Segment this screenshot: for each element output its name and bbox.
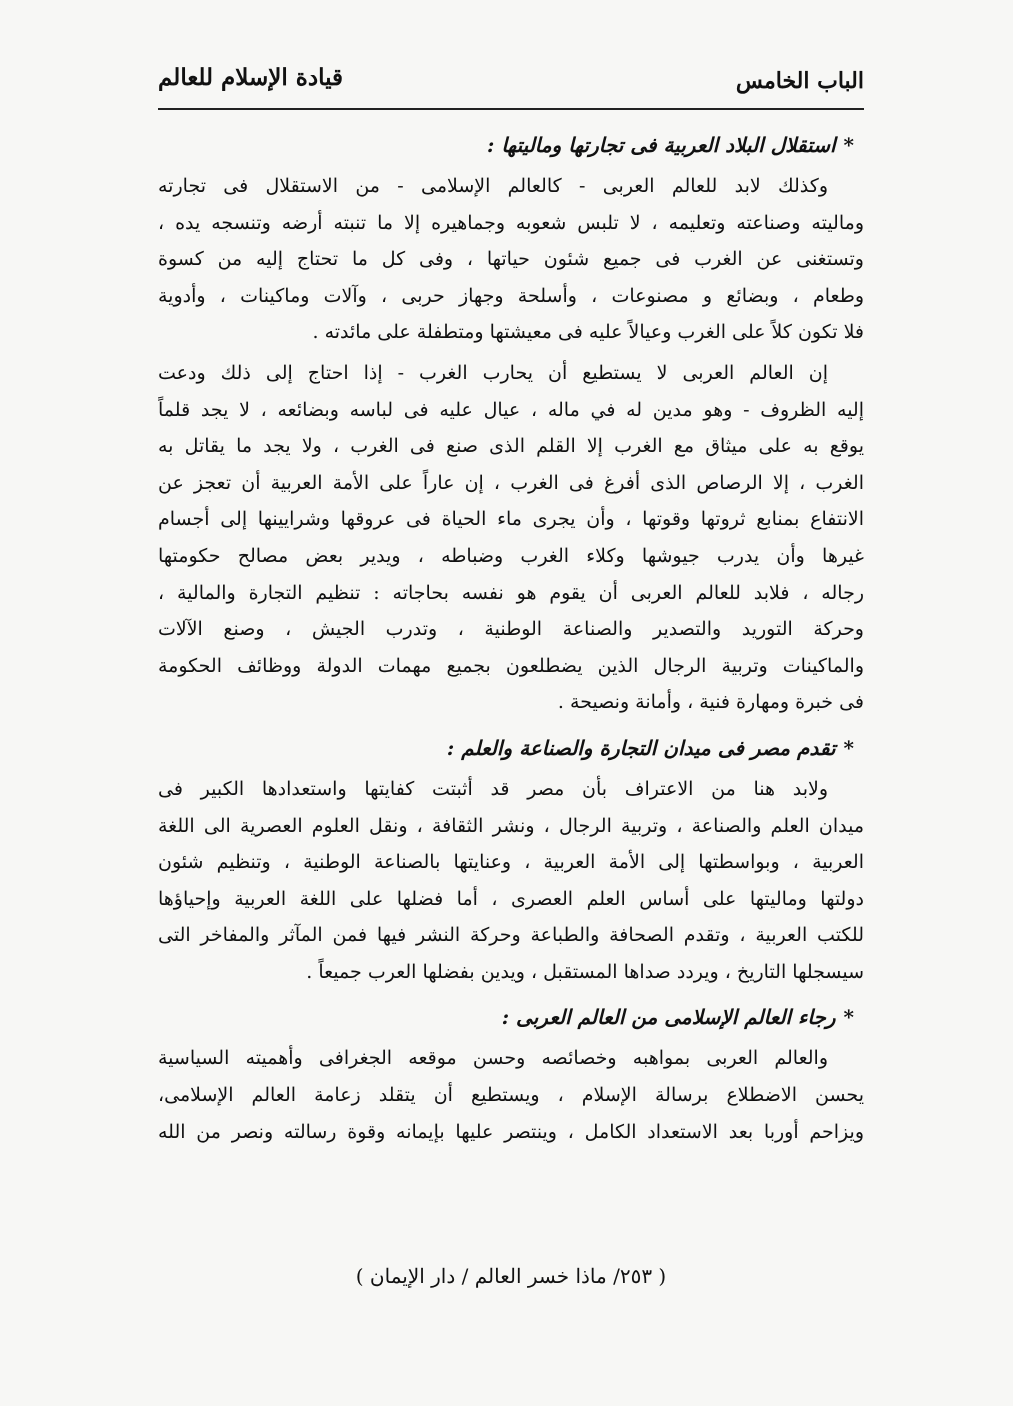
section-heading: *تقدم مصر فى ميدان التجارة والصناعة والعلم :	[446, 735, 854, 760]
text-line: وحركة التوريد والتصدير والصناعة الوطنية ، وتدرب الجيش ، وصنع الآلات	[158, 618, 864, 641]
running-title: قيادة الإسلام للعالم	[158, 64, 344, 91]
bullet-icon: *	[843, 133, 854, 157]
section-heading: *استقلال البلاد العربية فى تجارتها وماليتها :	[486, 133, 854, 157]
paragraph	[158, 771, 864, 991]
text-line: الغرب ، إلا الرصاص الذى أفرغ فى الغرب ، إن عاراً على الأمة العربية أن تعجز عن	[158, 471, 864, 494]
bullet-icon: *	[843, 1005, 854, 1030]
page-body	[158, 122, 864, 1154]
text-line: غيرها وأن يدرب جيوشها وكلاء الغرب وضباطه ، ويدير بعض مصالح حكومتها	[158, 544, 864, 567]
text-line: إن العالم العربى لا يستطيع أن يحارب الغرب - إذا احتاج إلى ذلك ودعت	[158, 361, 828, 384]
text-line: ولابد هنا من الاعتراف بأن مصر قد أثبتت كفايتها واستعدادها الكبير فى	[158, 777, 828, 800]
text-line: يحسن الاضطلاع برسالة الإسلام ، ويستطيع أن يتقلد زعامة العالم الإسلامى،	[158, 1084, 864, 1107]
text-line: للكتب العربية ، وتقدم الصحافة والطباعة وحركة النشر فيها فمن المآثر والمفاخر التى	[158, 924, 864, 947]
text-line: وطعام ، وبضائع و مصنوعات ، وأسلحة وجهاز حربى ، وآلات وماكينات ، وأدوية	[158, 284, 864, 307]
page-footer: ( ٢٥٣/ ماذا خسر العالم / دار الإيمان )	[355, 1264, 667, 1288]
text-line: وكذلك لابد للعالم العربى - كالعالم الإسلامى - من الاستقلال فى تجارته	[158, 175, 828, 197]
text-line: إليه الظروف - وهو مدين له في ماله ، عيال عليه فى لباسه وبضائعه ، لا يجد قلماً	[158, 398, 864, 421]
text-line: رجاله ، فلابد للعالم العربى أن يقوم هو نفسه بحاجاته : تنظيم التجارة والمالية ،	[158, 581, 864, 604]
header-divider	[158, 108, 864, 110]
text-line: والعالم العربى بمواهبه وخصائصه وحسن موقعه الجغرافى وأهميته السياسية	[158, 1047, 828, 1070]
running-header	[158, 62, 864, 102]
text-line: سيسجلها التاريخ ، ويردد صداها المستقبل ، ويدين بفضلها العرب جميعاً .	[306, 960, 864, 983]
bullet-icon: *	[843, 735, 854, 760]
chapter-label: الباب الخامس	[735, 68, 864, 94]
text-line: ميدان العلم والصناعة ، وتربية الرجال ، ونشر الثقافة ، ونقل العلوم العصرية الى اللغة	[158, 814, 864, 837]
text-line: فلا تكون كلاً على الغرب وعيالاً عليه فى معيشتها ومتطفلة على مائدته .	[312, 321, 864, 344]
text-line: وماليته وصناعته وتعليمه ، لا تلبس شعوبه وجماهيره إلا ما تنبته أرضه وتنسجه يده ،	[158, 211, 864, 234]
text-line: الانتفاع بمنابع ثروتها وقوتها ، وأن يجرى ماء الحياة فى عروقها وشرايينها إلى أجسام	[158, 508, 864, 531]
text-line: يوقع به على ميثاق مع الغرب إلا القلم الذى صنع فى الغرب ، ولا يجد ما يقاتل به	[158, 435, 864, 458]
text-line: والماكينات وتربية الرجال الذين يضطلعون بجميع مهمات الدولة ووظائف الحكومة	[158, 654, 864, 677]
text-line: وتستغنى عن الغرب فى جميع شئون حياتها ، وفى كل ما تحتاج إليه من كسوة	[158, 248, 864, 271]
paragraph	[158, 168, 864, 351]
text-line: دولتها وماليتها على أساس العلم العصرى ، أما فضلها على اللغة العربية وإحياؤها	[158, 887, 864, 910]
paragraph	[158, 1040, 864, 1150]
section-heading: *رجاء العالم الإسلامى من العالم العربى :	[501, 1005, 854, 1030]
text-line: ويزاحم أوربا بعد الاستعداد الكامل ، وينتصر عليها بإيمانه وقوة رسالته ونصر من الله	[158, 1120, 864, 1143]
text-line: فى خبرة ومهارة فنية ، وأمانة ونصيحة .	[557, 691, 864, 714]
paragraph	[158, 355, 864, 721]
text-line: العربية ، وبواسطتها إلى الأمة العربية ، وعنايتها بالصناعة الوطنية ، وتنظيم شئون	[158, 851, 864, 874]
